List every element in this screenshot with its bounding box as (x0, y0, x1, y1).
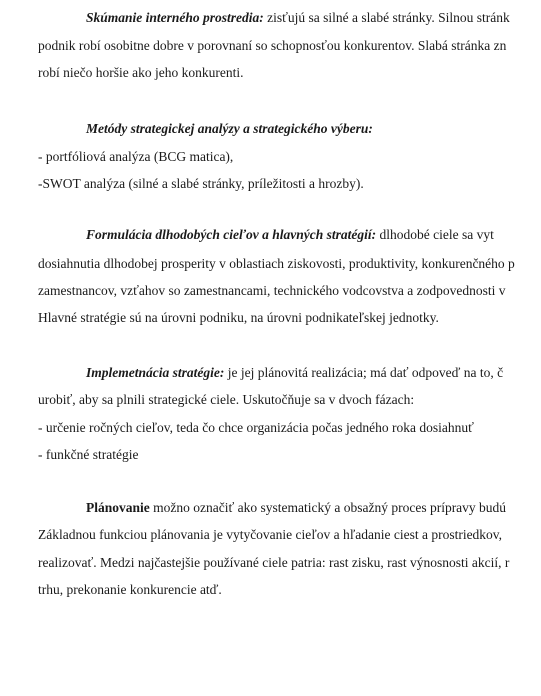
paragraph-line (86, 364, 503, 382)
paragraph-line: urobiť, aby sa plnili strategické ciele. Uskutočňuje sa v dvoch fázach: (38, 392, 415, 407)
paragraph-line (86, 120, 373, 138)
section-heading: Plánovanie (86, 500, 150, 515)
paragraph-text: možno označiť ako systematický a obsažný proces prípravy budú (149, 500, 507, 515)
section-heading: Implemetnácia stratégie: (86, 365, 225, 380)
list-item: - určenie ročných cieľov, teda čo chce organizácia počas jedného roka dosiahnuť (38, 420, 474, 435)
paragraph-line: Základnou funkciou plánovania je vytyčovanie cieľov a hľadanie ciest a prostriedkov, (38, 527, 503, 542)
section-heading: Formulácia dlhodobých cieľov a hlavných stratégií: (86, 227, 377, 242)
paragraph-text: dlhodobé ciele sa vyt (376, 227, 494, 242)
section-heading: Skúmanie interného prostredia: (86, 10, 264, 25)
paragraph-line: dosiahnutia dlhodobej prosperity v oblastiach ziskovosti, produktivity, konkurenčného p (38, 256, 515, 271)
paragraph-line (86, 226, 494, 244)
section-heading: Metódy strategickej analýzy a strategického výberu: (86, 121, 373, 136)
list-item: - portfóliová analýza (BCG matica), (38, 149, 234, 164)
paragraph-line: realizovať. Medzi najčastejšie používané ciele patria: rast zisku, rast výnosnosti akcií, r (38, 555, 510, 570)
paragraph-text: zisťujú sa silné a slabé stránky. Silnou stránk (263, 10, 510, 25)
paragraph-line: robí niečo horšie ako jeho konkurenti. (38, 65, 244, 80)
paragraph-line: podnik robí osobitne dobre v porovnaní so schopnosťou konkurentov. Slabá stránka zn (38, 38, 507, 53)
paragraph-text: je jej plánovitá realizácia; má dať odpoveď na to, č (224, 365, 504, 380)
paragraph-line (86, 9, 510, 27)
paragraph-line (86, 499, 506, 517)
paragraph-line: zamestnancov, vzťahov so zamestnancami, technického vodcovstva a zodpovednosti v (38, 283, 506, 298)
list-item: -SWOT analýza (silné a slabé stránky, príležitosti a hrozby). (38, 176, 364, 191)
paragraph-line: Hlavné stratégie sú na úrovni podniku, na úrovni podnikateľskej jednotky. (38, 310, 439, 325)
list-item: - funkčné stratégie (38, 447, 139, 462)
paragraph-line: trhu, prekonanie konkurencie atď. (38, 582, 222, 597)
